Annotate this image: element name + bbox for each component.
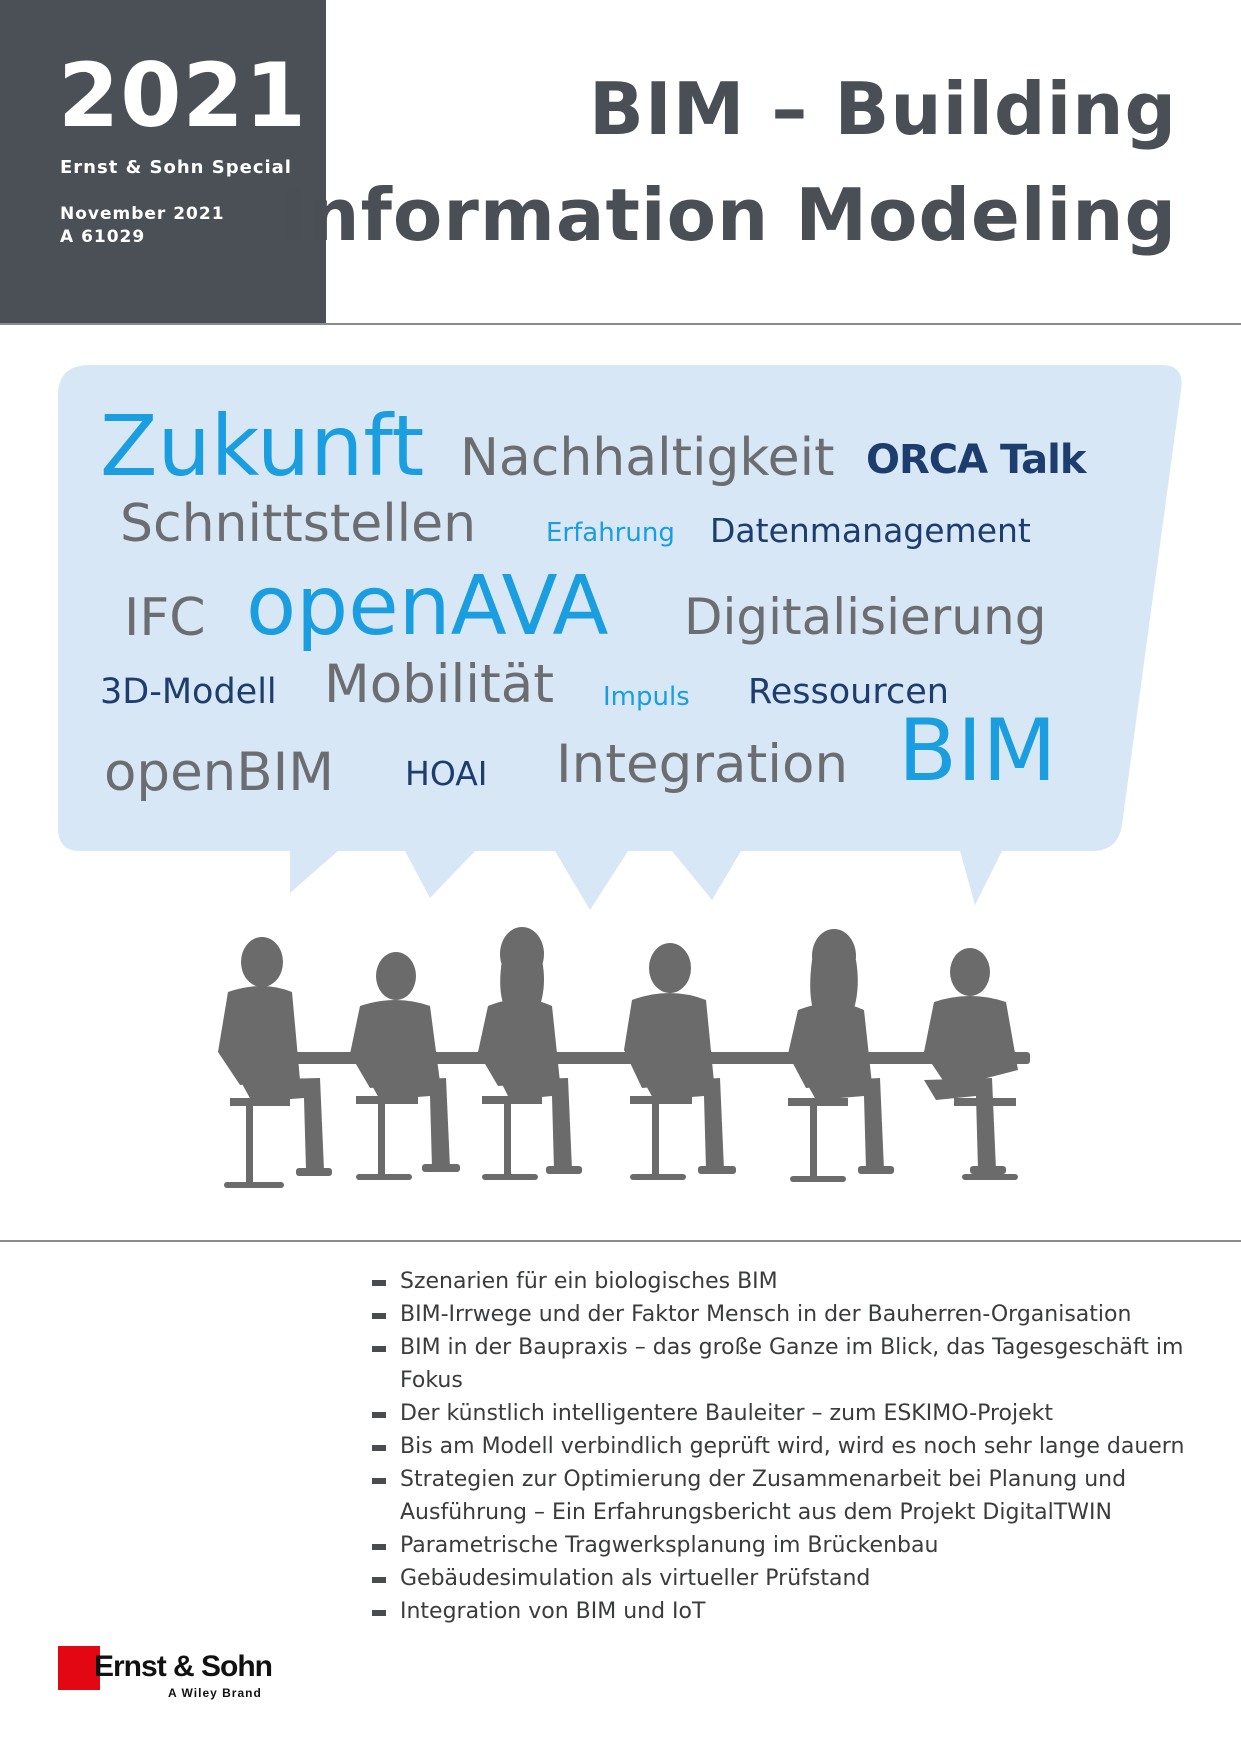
- issue-code: A 61029: [60, 227, 146, 247]
- title-line-1: BIM – Building: [589, 67, 1177, 151]
- word-ressourcen: Ressourcen: [748, 672, 949, 712]
- title-line-2: Information Modeling: [280, 173, 1177, 257]
- list-item: BIM in der Baupraxis – das große Ganze im Blick, das Tagesgeschäft im Fokus: [372, 1331, 1192, 1397]
- word-erfahrung: Erfahrung: [546, 518, 675, 548]
- word-impuls: Impuls: [603, 682, 690, 712]
- word-ifc: IFC: [124, 588, 206, 648]
- word-hoai: HOAI: [405, 754, 488, 793]
- list-item: Szenarien für ein biologisches BIM: [372, 1265, 1192, 1298]
- publisher-tagline: A Wiley Brand: [168, 1686, 262, 1700]
- word-datenmanagement: Datenmanagement: [710, 511, 1031, 550]
- topics-list: [372, 1265, 1192, 1628]
- person-6-icon: [924, 948, 1018, 1180]
- word-digitalisierung: Digitalisierung: [684, 588, 1047, 646]
- list-item: Bis am Modell verbindlich geprüft wird, wird es noch sehr lange dauern: [372, 1430, 1192, 1463]
- word-nachhaltigkeit: Nachhaltigkeit: [460, 428, 835, 488]
- word-openbim: openBIM: [104, 742, 334, 803]
- word-bim: BIM: [898, 701, 1057, 801]
- word-integration: Integration: [556, 734, 849, 795]
- word-zukunft: Zukunft: [100, 397, 425, 495]
- word-mobilitaet: Mobilität: [324, 654, 555, 715]
- list-item: Der künstlich intelligentere Bauleiter – zum ESKIMO-Projekt: [372, 1397, 1192, 1430]
- list-item: Parametrische Tragwerksplanung im Brückenbau: [372, 1529, 1192, 1562]
- issue-year: 2021: [58, 44, 307, 147]
- issue-date: November 2021: [60, 204, 225, 224]
- list-item: BIM-Irrwege und der Faktor Mensch in der Bauherren-Organisation: [372, 1298, 1192, 1331]
- word-3d-modell: 3D-Modell: [100, 672, 277, 712]
- publisher-name: Ernst & Sohn: [94, 1650, 273, 1683]
- content-divider: [0, 1240, 1241, 1242]
- list-item: Gebäudesimulation als virtueller Prüfstand: [372, 1562, 1192, 1595]
- list-item: Integration von BIM und IoT: [372, 1595, 1192, 1628]
- word-openava: openAVA: [246, 559, 609, 654]
- series-name: Ernst & Sohn Special: [60, 157, 292, 178]
- list-item: Strategien zur Optimierung der Zusammenarbeit bei Planung und Ausführung – Ein Erfahrungsbericht aus dem Projekt DigitalTWIN: [372, 1463, 1192, 1529]
- person-2-icon: [350, 952, 460, 1180]
- word-schnittstellen: Schnittstellen: [120, 494, 477, 554]
- meeting-silhouettes: [200, 920, 1040, 1220]
- word-orca-talk: ORCA Talk: [866, 437, 1086, 483]
